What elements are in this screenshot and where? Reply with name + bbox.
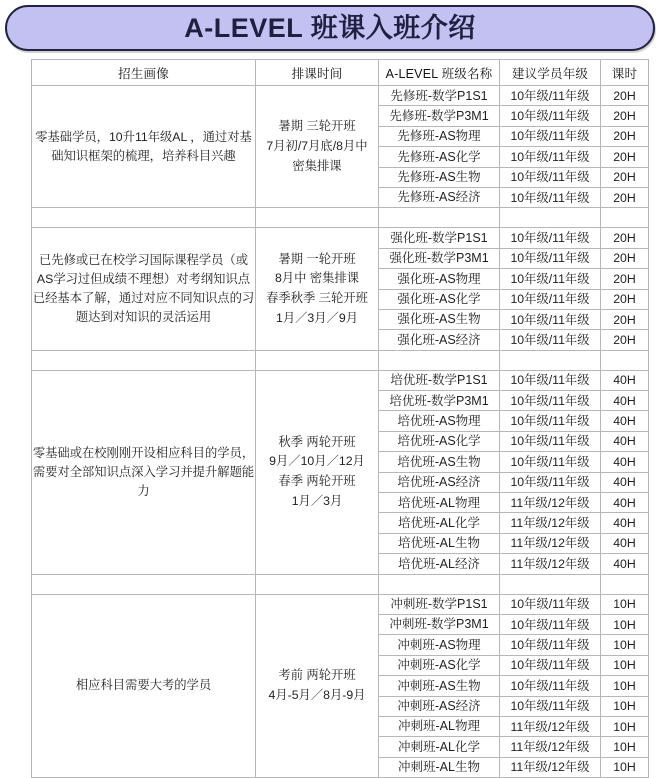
class-name-cell: 强化班-AS经济: [379, 330, 500, 350]
class-name-cell: 培优班-AS化学: [379, 431, 500, 451]
student-profile-cell: 相应科目需要大考的学员: [32, 594, 256, 778]
spacer-cell: [379, 208, 500, 228]
hours-cell: 20H: [601, 269, 649, 289]
hours-cell: 20H: [601, 167, 649, 187]
hours-cell: 10H: [601, 655, 649, 675]
table-row: [32, 86, 649, 106]
schedule-cell: 考前 两轮开班 4月-5月／8月-9月: [256, 594, 379, 778]
spacer-cell: [500, 350, 601, 370]
column-header-hours: 课时: [601, 60, 649, 86]
class-name-cell: 冲刺班-AS生物: [379, 676, 500, 696]
grade-cell: 10年级/11年级: [500, 370, 601, 390]
hours-cell: 10H: [601, 737, 649, 757]
spacer-cell: [500, 208, 601, 228]
column-header-class: A-LEVEL 班级名称: [379, 60, 500, 86]
grade-cell: 10年级/11年级: [500, 269, 601, 289]
hours-cell: 20H: [601, 126, 649, 146]
hours-cell: 20H: [601, 106, 649, 126]
schedule-cell: 秋季 两轮开班 9月／10月／12月 春季 两轮开班 1月／3月: [256, 370, 379, 574]
grade-cell: 10年级/11年级: [500, 330, 601, 350]
class-name-cell: 先修班-AS经济: [379, 187, 500, 207]
grade-cell: 10年级/11年级: [500, 676, 601, 696]
grade-cell: 10年级/11年级: [500, 248, 601, 268]
spacer-cell: [500, 574, 601, 594]
hours-cell: 20H: [601, 248, 649, 268]
schedule-cell: 暑期 三轮开班 7月初/7月底/8月中 密集排课: [256, 86, 379, 208]
class-name-cell: 强化班-数学P1S1: [379, 228, 500, 248]
class-name-cell: 培优班-AS生物: [379, 452, 500, 472]
table-row: [32, 370, 649, 390]
hours-cell: 40H: [601, 452, 649, 472]
page-title: A-LEVEL 班课入班介绍: [184, 12, 476, 43]
class-name-cell: 培优班-AL经济: [379, 554, 500, 574]
hours-cell: 40H: [601, 513, 649, 533]
grade-cell: 11年级/12年级: [500, 513, 601, 533]
hours-cell: 20H: [601, 86, 649, 106]
grade-cell: 10年级/11年级: [500, 614, 601, 634]
class-name-cell: 冲刺班-AS化学: [379, 655, 500, 675]
title-pill: [5, 5, 655, 51]
hours-cell: 40H: [601, 411, 649, 431]
spacer-cell: [256, 208, 379, 228]
hours-cell: 20H: [601, 187, 649, 207]
table-header: [32, 60, 649, 86]
hours-cell: 20H: [601, 228, 649, 248]
grade-cell: 10年级/11年级: [500, 431, 601, 451]
hours-cell: 10H: [601, 635, 649, 655]
grade-cell: 10年级/11年级: [500, 594, 601, 614]
hours-cell: 40H: [601, 391, 649, 411]
grade-cell: 10年级/11年级: [500, 228, 601, 248]
hours-cell: 40H: [601, 472, 649, 492]
grade-cell: 10年级/11年级: [500, 411, 601, 431]
grade-cell: 11年级/12年级: [500, 493, 601, 513]
grade-cell: 10年级/11年级: [500, 187, 601, 207]
grade-cell: 11年级/12年级: [500, 737, 601, 757]
grade-cell: 10年级/11年级: [500, 126, 601, 146]
spacer-cell: [379, 574, 500, 594]
hours-cell: 40H: [601, 370, 649, 390]
grade-cell: 11年级/12年级: [500, 716, 601, 736]
grade-cell: 10年级/11年级: [500, 309, 601, 329]
column-header-grade: 建议学员年级: [500, 60, 601, 86]
class-name-cell: 冲刺班-数学P3M1: [379, 614, 500, 634]
grade-cell: 10年级/11年级: [500, 655, 601, 675]
class-name-cell: 冲刺班-AS物理: [379, 635, 500, 655]
grade-cell: 11年级/12年级: [500, 757, 601, 777]
class-name-cell: 冲刺班-AS经济: [379, 696, 500, 716]
class-name-cell: 培优班-数学P3M1: [379, 391, 500, 411]
class-name-cell: 先修班-AS生物: [379, 167, 500, 187]
table-body: [32, 86, 649, 778]
student-profile-cell: 已先修或已在校学习国际课程学员（或AS学习过但成绩不理想）对考纲知识点已经基本了解，通过对应不同知识点的习题达到对知识的灵活运用: [32, 228, 256, 350]
grade-cell: 10年级/11年级: [500, 289, 601, 309]
class-name-cell: 培优班-AL物理: [379, 493, 500, 513]
course-table: [31, 59, 649, 778]
grade-cell: 10年级/11年级: [500, 106, 601, 126]
spacer-cell: [32, 350, 256, 370]
hours-cell: 40H: [601, 533, 649, 553]
grade-cell: 10年级/11年级: [500, 147, 601, 167]
table-spacer-row: [32, 350, 649, 370]
table-row: [32, 594, 649, 614]
grade-cell: 10年级/11年级: [500, 452, 601, 472]
grade-cell: 11年级/12年级: [500, 554, 601, 574]
page-title-banner: [5, 5, 655, 51]
hours-cell: 10H: [601, 696, 649, 716]
spacer-cell: [379, 350, 500, 370]
hours-cell: 40H: [601, 554, 649, 574]
hours-cell: 10H: [601, 716, 649, 736]
table-spacer-row: [32, 574, 649, 594]
spacer-cell: [32, 208, 256, 228]
class-name-cell: 强化班-数学P3M1: [379, 248, 500, 268]
grade-cell: 10年级/11年级: [500, 696, 601, 716]
hours-cell: 10H: [601, 594, 649, 614]
grade-cell: 10年级/11年级: [500, 472, 601, 492]
grade-cell: 10年级/11年级: [500, 167, 601, 187]
hours-cell: 40H: [601, 493, 649, 513]
hours-cell: 10H: [601, 757, 649, 777]
class-name-cell: 培优班-数学P1S1: [379, 370, 500, 390]
grade-cell: 10年级/11年级: [500, 635, 601, 655]
spacer-cell: [601, 574, 649, 594]
class-name-cell: 培优班-AS经济: [379, 472, 500, 492]
class-name-cell: 培优班-AL化学: [379, 513, 500, 533]
grade-cell: 11年级/12年级: [500, 533, 601, 553]
spacer-cell: [256, 574, 379, 594]
hours-cell: 20H: [601, 289, 649, 309]
grade-cell: 10年级/11年级: [500, 86, 601, 106]
class-name-cell: 冲刺班-AL物理: [379, 716, 500, 736]
column-header-schedule: 排课时间: [256, 60, 379, 86]
spacer-cell: [601, 350, 649, 370]
class-name-cell: 强化班-AS化学: [379, 289, 500, 309]
class-name-cell: 先修班-数学P3M1: [379, 106, 500, 126]
hours-cell: 20H: [601, 330, 649, 350]
class-name-cell: 先修班-数学P1S1: [379, 86, 500, 106]
class-name-cell: 培优班-AL生物: [379, 533, 500, 553]
class-name-cell: 先修班-AS物理: [379, 126, 500, 146]
table-header-row: [32, 60, 649, 86]
class-name-cell: 先修班-AS化学: [379, 147, 500, 167]
class-name-cell: 强化班-AS物理: [379, 269, 500, 289]
hours-cell: 10H: [601, 676, 649, 696]
student-profile-cell: 零基础或在校刚刚开设相应科目的学员，需要对全部知识点深入学习并提升解题能力: [32, 370, 256, 574]
class-name-cell: 培优班-AS物理: [379, 411, 500, 431]
student-profile-cell: 零基础学员，10升11年级AL ，通过对基础知识框架的梳理，培养科目兴趣: [32, 86, 256, 208]
hours-cell: 40H: [601, 431, 649, 451]
spacer-cell: [601, 208, 649, 228]
grade-cell: 10年级/11年级: [500, 391, 601, 411]
schedule-cell: 暑期 一轮开班 8月中 密集排课 春季秋季 三轮开班 1月／3月／9月: [256, 228, 379, 350]
class-name-cell: 冲刺班-AL化学: [379, 737, 500, 757]
column-header-profile: 招生画像: [32, 60, 256, 86]
hours-cell: 20H: [601, 309, 649, 329]
spacer-cell: [256, 350, 379, 370]
class-name-cell: 冲刺班-数学P1S1: [379, 594, 500, 614]
spacer-cell: [32, 574, 256, 594]
hours-cell: 20H: [601, 147, 649, 167]
course-table-container: [31, 59, 648, 778]
hours-cell: 10H: [601, 614, 649, 634]
class-name-cell: 冲刺班-AL生物: [379, 757, 500, 777]
table-row: [32, 228, 649, 248]
class-name-cell: 强化班-AS生物: [379, 309, 500, 329]
table-spacer-row: [32, 208, 649, 228]
